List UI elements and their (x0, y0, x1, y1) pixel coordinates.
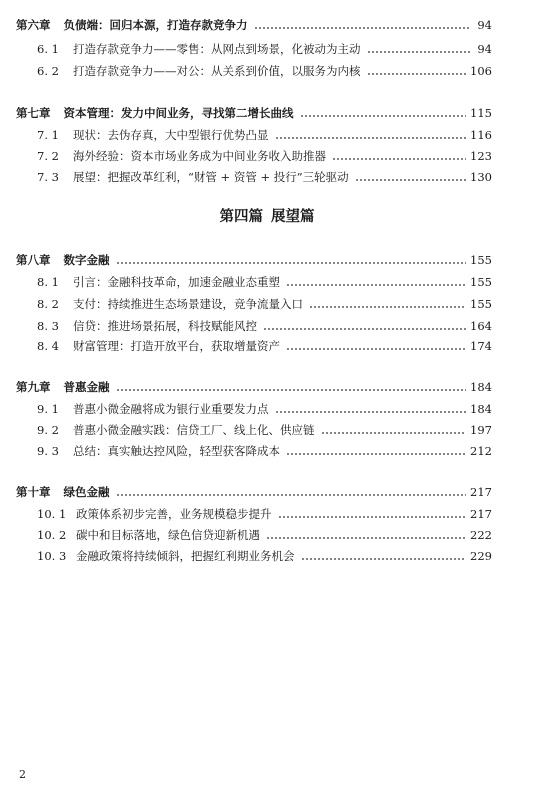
section-title: 打造存款竞争力——零售：从网点到场景，化被动为主动 (73, 42, 361, 56)
toc-section-9-3[interactable] (0, 438, 534, 458)
page-number: 212 (470, 444, 492, 458)
dot-leader (275, 411, 467, 413)
part-heading (0, 205, 534, 225)
section-title: 引言：金融科技革命，加速金融业态重塑 (73, 275, 280, 289)
chapter-number: 第六章 (16, 18, 51, 32)
section-number: 7. 3 (37, 170, 59, 184)
section-title: 金融政策将持续倾斜，把握红利期业务机会 (76, 549, 295, 563)
page-number: 123 (470, 149, 492, 163)
section-title: 财富管理：打造开放平台，获取增量资产 (73, 339, 280, 353)
page-number: 197 (470, 423, 492, 437)
section-title: 展望：把握改革红利，“财管 + 资管 + 投行”三轮驱动 (73, 170, 349, 184)
page-number: 155 (470, 275, 492, 289)
section-title: 总结：真实触达控风险，轻型获客降成本 (73, 444, 280, 458)
part-number: 第四篇 (219, 208, 263, 225)
dot-leader (286, 348, 466, 350)
dot-leader (321, 432, 467, 434)
page-number: 164 (470, 319, 492, 333)
toc-section-8-4[interactable] (0, 333, 534, 353)
page-number: 155 (470, 297, 492, 311)
dot-leader (266, 537, 466, 539)
page-number: 184 (470, 402, 492, 416)
chapter-title: 数字金融 (63, 253, 110, 267)
chapter-title: 绿色金融 (63, 485, 110, 499)
page-number: 116 (470, 128, 492, 142)
page-number: 174 (470, 339, 492, 353)
dot-leader (300, 115, 467, 117)
section-title: 现状：去伪存真，大中型银行优势凸显 (73, 128, 269, 142)
dot-leader (116, 494, 467, 496)
chapter-number: 第八章 (16, 253, 51, 267)
section-title: 支付：持续推进生态场景建设，竞争流量入口 (73, 297, 303, 311)
page-number: 115 (470, 106, 492, 120)
toc-section-8-3[interactable] (0, 313, 534, 333)
section-number: 8. 4 (37, 339, 59, 353)
dot-leader (254, 27, 471, 29)
chapter-title: 普惠金融 (63, 380, 110, 394)
toc-section-7-3[interactable] (0, 164, 534, 184)
section-number: 6. 2 (37, 64, 59, 78)
part-title: 展望篇 (271, 208, 315, 225)
toc-section-10-1[interactable] (0, 501, 534, 521)
page-number: 106 (470, 64, 492, 78)
dot-leader (355, 179, 466, 181)
chapter-number: 第十章 (16, 485, 51, 499)
page-number: 217 (470, 507, 492, 521)
toc-chapter-9[interactable] (0, 374, 534, 394)
chapter-number: 第九章 (16, 380, 51, 394)
dot-leader (332, 158, 466, 160)
page-number: 184 (470, 380, 492, 394)
toc-chapter-8[interactable] (0, 247, 534, 267)
dot-leader (116, 262, 467, 264)
dot-leader (367, 51, 471, 53)
dot-leader (286, 284, 466, 286)
toc-section-9-1[interactable] (0, 396, 534, 416)
section-number: 6. 1 (37, 42, 59, 56)
section-number: 9. 3 (37, 444, 59, 458)
dot-leader (301, 558, 467, 560)
section-title: 普惠小微金融实践：信贷工厂、线上化、供应链 (73, 423, 315, 437)
page-number: 222 (470, 528, 492, 542)
section-title: 碳中和目标落地，绿色信贷迎新机遇 (76, 528, 260, 542)
toc-section-9-2[interactable] (0, 417, 534, 437)
chapter-title: 负债端：回归本源，打造存款竞争力 (63, 18, 248, 32)
toc-section-6-1[interactable] (0, 36, 534, 56)
dot-leader (309, 306, 466, 308)
section-number: 8. 3 (37, 319, 59, 333)
toc-section-7-1[interactable] (0, 122, 534, 142)
toc-section-7-2[interactable] (0, 143, 534, 163)
toc-chapter-10[interactable] (0, 479, 534, 499)
dot-leader (367, 73, 467, 75)
page-folio: 2 (19, 768, 26, 781)
toc-chapter-6[interactable] (0, 12, 534, 32)
section-number: 9. 2 (37, 423, 59, 437)
dot-leader (275, 137, 467, 139)
page-number: 130 (470, 170, 492, 184)
toc-section-10-2[interactable] (0, 522, 534, 542)
section-title: 打造存款竞争力——对公：从关系到价值，以服务为内核 (73, 64, 361, 78)
section-number: 10. 1 (37, 507, 67, 521)
chapter-number: 第七章 (16, 106, 51, 120)
section-title: 海外经验：资本市场业务成为中间业务收入助推器 (73, 149, 326, 163)
section-number: 10. 2 (37, 528, 67, 542)
section-title: 普惠小微金融将成为银行业重要发力点 (73, 402, 269, 416)
chapter-title: 资本管理：发力中间业务，寻找第二增长曲线 (63, 106, 294, 120)
section-number: 10. 3 (37, 549, 67, 563)
section-title: 政策体系初步完善，业务规模稳步提升 (76, 507, 272, 521)
toc-section-8-2[interactable] (0, 291, 534, 311)
section-number: 7. 2 (37, 149, 59, 163)
dot-leader (263, 328, 466, 330)
page-number: 94 (477, 18, 492, 32)
dot-leader (116, 389, 467, 391)
section-number: 9. 1 (37, 402, 59, 416)
dot-leader (286, 453, 466, 455)
section-number: 8. 1 (37, 275, 59, 289)
toc-section-6-2[interactable] (0, 58, 534, 78)
section-number: 8. 2 (37, 297, 59, 311)
toc-section-8-1[interactable] (0, 269, 534, 289)
page-number: 217 (470, 485, 492, 499)
section-title: 信贷：推进场景拓展，科技赋能风控 (73, 319, 257, 333)
page-number: 229 (470, 549, 492, 563)
toc-chapter-7[interactable] (0, 100, 534, 120)
page-number: 155 (470, 253, 492, 267)
page-number: 94 (477, 42, 492, 56)
dot-leader (278, 516, 467, 518)
toc-section-10-3[interactable] (0, 543, 534, 563)
section-number: 7. 1 (37, 128, 59, 142)
